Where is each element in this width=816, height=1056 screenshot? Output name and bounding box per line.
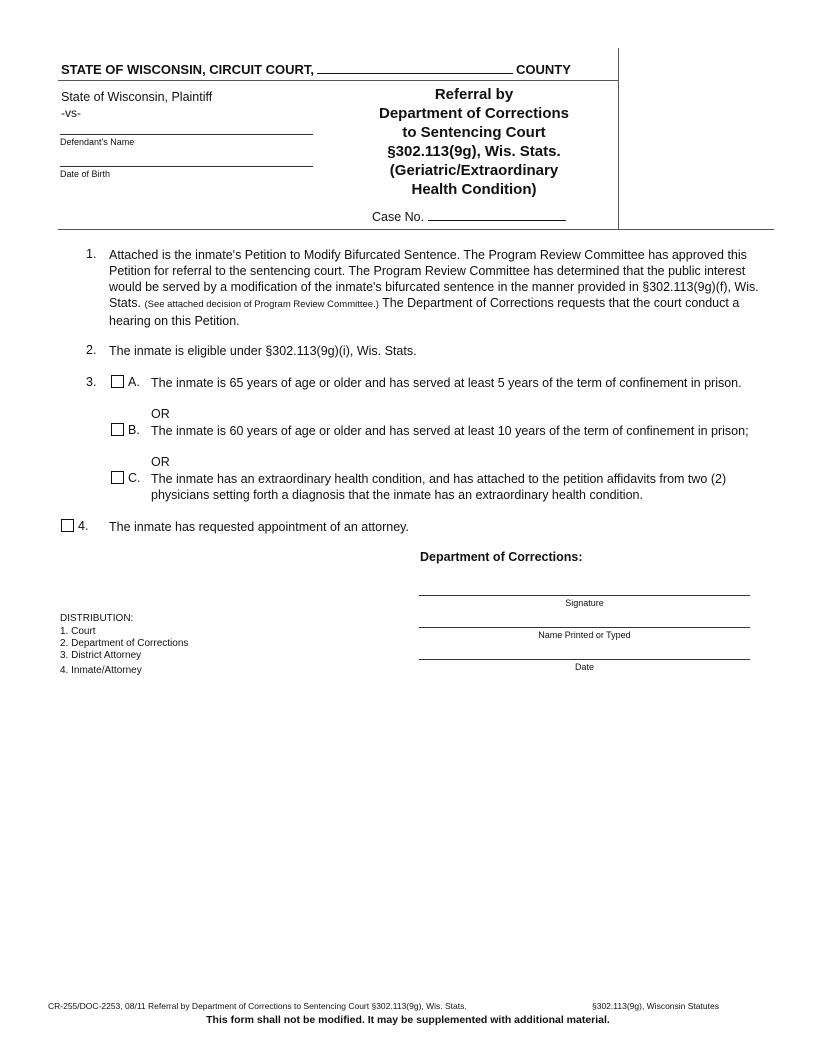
title-line: Health Condition)	[411, 181, 537, 198]
item-2-number: 2.	[86, 343, 97, 357]
option-c-letter: C.	[128, 471, 141, 485]
option-b-letter: B.	[128, 423, 140, 437]
item-2-text: The inmate is eligible under §302.113(9g)(i), Wis. Stats.	[109, 344, 417, 358]
title-line: (Geriatric/Extraordinary	[389, 162, 559, 179]
date-field[interactable]	[419, 659, 750, 660]
distribution-item: 2. Department of Corrections	[60, 638, 189, 649]
case-number	[372, 209, 566, 224]
item-1-end: The Department of Corrections requests that the court conduct a hearing on this Petition.	[109, 296, 740, 328]
option-a-letter: A.	[128, 375, 140, 389]
distribution-item: 3. District Attorney	[60, 650, 142, 661]
item-3-number: 3.	[86, 375, 97, 389]
plaintiff-label: State of Wisconsin, Plaintiff	[61, 90, 213, 104]
footer-form-id: CR-255/DOC-2253, 08/11 Referral by Department of Corrections to Sentencing Court §302.113(9g), Wis. Stats.	[48, 1001, 467, 1011]
header-bottom-divider	[58, 229, 774, 230]
date-of-birth-field[interactable]	[60, 166, 313, 167]
header-right-border	[618, 48, 619, 229]
footer-note: This form shall not be modified. It may be supplemented with additional material.	[206, 1014, 610, 1026]
court-prefix: STATE OF WISCONSIN, CIRCUIT COURT,	[61, 62, 315, 77]
defendant-name-label: Defendant's Name	[60, 137, 135, 147]
option-c-checkbox[interactable]	[111, 471, 124, 484]
distribution-item: 1. Court	[60, 626, 96, 637]
printed-name-field[interactable]	[419, 627, 750, 628]
or-separator: OR	[151, 407, 170, 421]
title-line: Department of Corrections	[378, 105, 570, 122]
versus-label: -vs-	[61, 106, 81, 120]
signature-field[interactable]	[419, 595, 750, 596]
county-blank-field[interactable]	[317, 62, 513, 74]
item-1-text	[109, 247, 759, 329]
option-c-text: The inmate has an extraordinary health condition, and has attached to the petition affidavits from two (2) physicians setting forth a diagnosis that the inmate has an extraordinary health condition.	[151, 472, 727, 502]
option-a-checkbox[interactable]	[111, 375, 124, 388]
date-caption: Date	[574, 662, 594, 672]
department-label: Department of Corrections:	[420, 550, 583, 564]
distribution-title: DISTRIBUTION:	[60, 613, 134, 624]
title-line: Referral by	[434, 86, 514, 103]
title-line: to Sentencing Court	[402, 124, 546, 141]
court-caption	[61, 62, 571, 77]
court-suffix: COUNTY	[516, 62, 571, 77]
item-4-number: 4.	[78, 519, 89, 533]
footer-statute: §302.113(9g), Wisconsin Statutes	[592, 1001, 719, 1011]
header-top-divider	[58, 80, 618, 81]
printed-name-caption: Name Printed or Typed	[538, 630, 631, 640]
date-of-birth-label: Date of Birth	[60, 169, 111, 179]
form-title	[354, 85, 594, 199]
option-b-text: The inmate is 60 years of age or older and has served at least 10 years of the term of confinement in prison;	[151, 424, 749, 438]
title-line: §302.113(9g), Wis. Stats.	[387, 143, 561, 160]
signature-caption: Signature	[565, 598, 604, 608]
item-1-small-note: (See attached decision of Program Review Committee.)	[144, 299, 379, 310]
item-4-text: The inmate has requested appointment of an attorney.	[109, 520, 409, 534]
case-number-field[interactable]	[428, 209, 566, 221]
option-a-text: The inmate is 65 years of age or older and has served at least 5 years of the term of confinement in prison.	[151, 376, 742, 390]
or-separator: OR	[151, 455, 170, 469]
item-1-main: Attached is the inmate's Petition to Modify Bifurcated Sentence. The Program Review Committee has approved this Petition for referral to the sentencing court. The Program Review Committee has determined that the public interest would be served by a modification of the inmate's bifurcated sentence in the manner provided in §302.113(9g)(f), Wis. Stats.	[109, 248, 759, 310]
option-b-checkbox[interactable]	[111, 423, 124, 436]
item-1-number: 1.	[86, 247, 97, 261]
distribution-item: 4. Inmate/Attorney	[60, 665, 142, 676]
defendant-name-field[interactable]	[60, 134, 313, 135]
case-number-label: Case No.	[372, 210, 425, 224]
attorney-request-checkbox[interactable]	[61, 519, 74, 532]
